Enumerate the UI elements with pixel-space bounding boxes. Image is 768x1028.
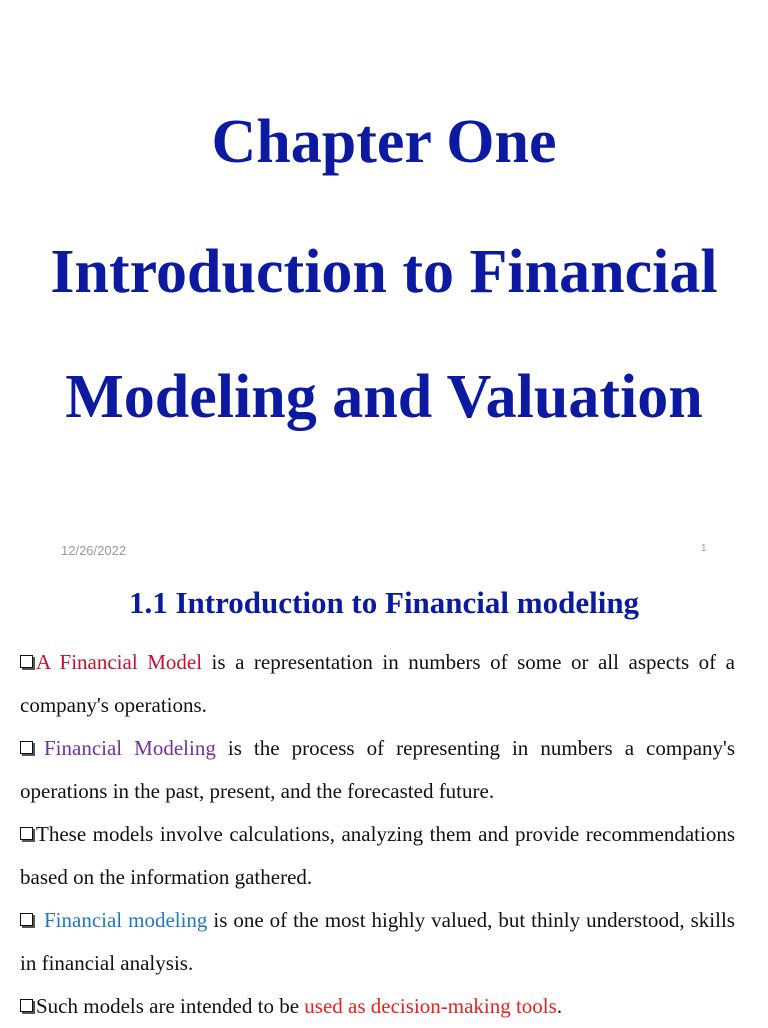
slide-page-number: 1: [701, 543, 707, 554]
content-slide: [0, 572, 768, 1024]
bullet-item: [20, 813, 735, 899]
bullet-text: is one of the most highly valued, but thinly understood, skills in financial analysis.: [20, 908, 735, 975]
bullet-text: Such models are intended to be: [36, 994, 305, 1018]
slide-date: 12/26/2022: [61, 543, 127, 558]
bullet-highlight: used as decision-making tools: [304, 994, 557, 1018]
bullet-item: [20, 985, 735, 1028]
bullet-text: is a representation in numbers of some or all aspects of a company's operations.: [20, 650, 735, 717]
bullet-item: [20, 641, 735, 727]
bullet-highlight: Financial Modeling: [44, 736, 216, 760]
bullet-item: [20, 899, 735, 985]
checkbox-bullet-icon: [20, 913, 33, 926]
bullet-text-end: .: [556, 994, 563, 1018]
bullet-highlight: Financial modeling: [44, 908, 208, 932]
section-heading: 1.1 Introduction to Financial modeling: [128, 585, 640, 620]
bullet-list: [20, 641, 735, 1028]
bullet-item: [20, 727, 735, 813]
bullet-text: is the process of representing in numbers a company's operations in the past, present, and the forecasted future.: [20, 736, 735, 803]
checkbox-bullet-icon: [20, 741, 33, 754]
bullet-text: These models involve calculations, analyzing them and provide recommendations based on the information gathered.: [20, 822, 735, 889]
bullet-highlight: A Financial Model: [36, 650, 203, 674]
checkbox-bullet-icon: [20, 655, 33, 668]
chapter-title: Chapter One: [211, 108, 557, 176]
chapter-subtitle-line-2: Modeling and Valuation: [65, 363, 703, 431]
chapter-subtitle-line-1: Introduction to Financial: [50, 238, 718, 306]
checkbox-bullet-icon: [20, 827, 33, 840]
checkbox-bullet-icon: [20, 999, 33, 1012]
